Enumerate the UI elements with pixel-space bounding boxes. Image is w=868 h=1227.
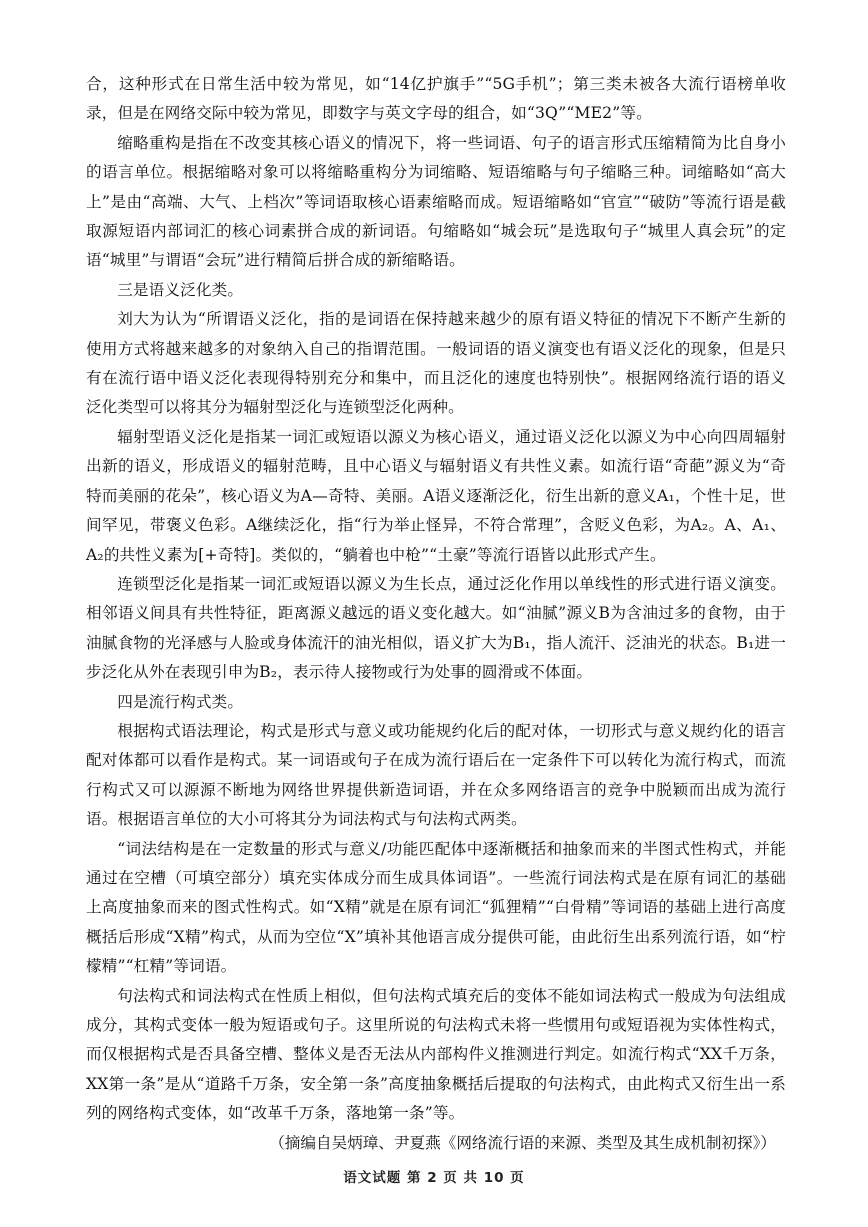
paragraph: “词法结构是在一定数量的形式与意义/功能匹配体中逐渐概括和抽象而来的半图式性构式，并能通过在空槽（可填空部分）填充实体成分而生成具体词语”。一些流行词法构式是在原有词汇的基础上高度抽象而来的图式性构式。如“X精”就是在原有词汇“狐狸精”“白骨精”等词语的基础上进行高度概括后形成“X精”构式，从而为空位“X”填补其他语言成分提供可能，由此衍生出系列流行语，如“柠檬精”“杠精”等词语。 <box>86 839 786 976</box>
paragraph: 辐射型语义泛化是指某一词汇或短语以源义为核心语义，通过语义泛化以源义为中心向四周辐射出新的语义，形成语义的辐射范畴，且中心语义与辐射语义有共性义素。如流行语“奇葩”源义为“奇特而美丽的花朵”，核心语义为A—奇特、美丽。A语义逐渐泛化，衍生出新的意义A₁，个性十足，世间罕见，带褒义色彩。A继续泛化，指“行为举止怪异，不符合常理”，含贬义色彩，为A₂。A、A₁、A₂的共性义素为[+奇特]。类似的，“躺着也中枪”“土豪”等流行语皆以此形式产生。 <box>86 427 786 564</box>
paragraph: 刘大为认为“所谓语义泛化，指的是词语在保持越来越少的原有语义特征的情况下不断产生新的使用方式将越来越多的对象纳入自己的指谓范围。一般词语的语义演变也有语义泛化的现象，但是只有在流行语中语义泛化表现得特别充分和集中，而且泛化的速度也特别快”。根据网络流行语的语义泛化类型可以将其分为辐射型泛化与连锁型泛化两种。 <box>86 310 786 417</box>
paragraph: 合，这种形式在日常生活中较为常见，如“14亿护旗手”“5G手机”；第三类未被各大流行语榜单收录，但是在网络交际中较为常见，即数字与英文字母的组合，如“3Q”“ME2”等。 <box>86 75 786 123</box>
page-footer: 语文试题 第 2 页 共 10 页 <box>343 1170 525 1186</box>
source-citation: （摘编自吴炳璋、尹夏燕《网络流行语的来源、类型及其生成机制初探》） <box>269 1133 776 1152</box>
paragraph: 缩略重构是指在不改变其核心语义的情况下，将一些词语、句子的语言形式压缩精简为比自身小的语言单位。根据缩略对象可以将缩略重构分为词缩略、短语缩略与句子缩略三种。词缩略如“高大上”是由“高端、大气、上档次”等词语取核心语素缩略而成。短语缩略如“官宣”“破防”等流行语是截取源短语内部词汇的核心词素拼合成的新词语。句缩略如“城会玩”是选取句子“城里人真会玩”的定语“城里”与谓语“会玩”进行精简后拼合成的新缩略语。 <box>86 133 786 270</box>
section-heading: 三是语义泛化类。 <box>117 280 244 299</box>
section-heading: 四是流行构式类。 <box>117 692 244 711</box>
paragraph: 根据构式语法理论，构式是形式与意义或功能规约化后的配对体，一切形式与意义规约化的语言配对体都可以看作是构式。某一词语或句子在成为流行语后在一定条件下可以转化为流行构式，而流行构式又可以源源不断地为网络世界提供新造词语，并在众多网络语言的竞争中脱颖而出成为流行语。根据语言单位的大小可将其分为词法构式与句法构式两类。 <box>86 721 786 829</box>
article-body <box>86 70 786 1158</box>
paragraph: 连锁型泛化是指某一词汇或短语以源义为生长点，通过泛化作用以单线性的形式进行语义演变。相邻语义间具有共性特征，距离源义越远的语义变化越大。如“油腻”源义B为含油过多的食物，由于油腻食物的光泽感与人脸或身体流汗的油光相似，语义扩大为B₁，指人流汗、泛油光的状态。B₁进一步泛化从外在表现引申为B₂，表示待人接物或行为处事的圆滑或不体面。 <box>86 574 786 682</box>
paragraph: 句法构式和词法构式在性质上相似，但句法构式填充后的变体不能如词法构式一般成为句法组成成分，其构式变体一般为短语或句子。这里所说的句法构式未将一些惯用句或短语视为实体性构式，而仅根据构式是否具备空槽、整体义是否无法从内部构件义推测进行判定。如流行构式“XX千万条，XX第一条”是从“道路千万条，安全第一条”高度抽象概括后提取的句法构式，由此构式又衍生出一系列的网络构式变体，如“改革千万条，落地第一条”等。 <box>86 986 786 1123</box>
